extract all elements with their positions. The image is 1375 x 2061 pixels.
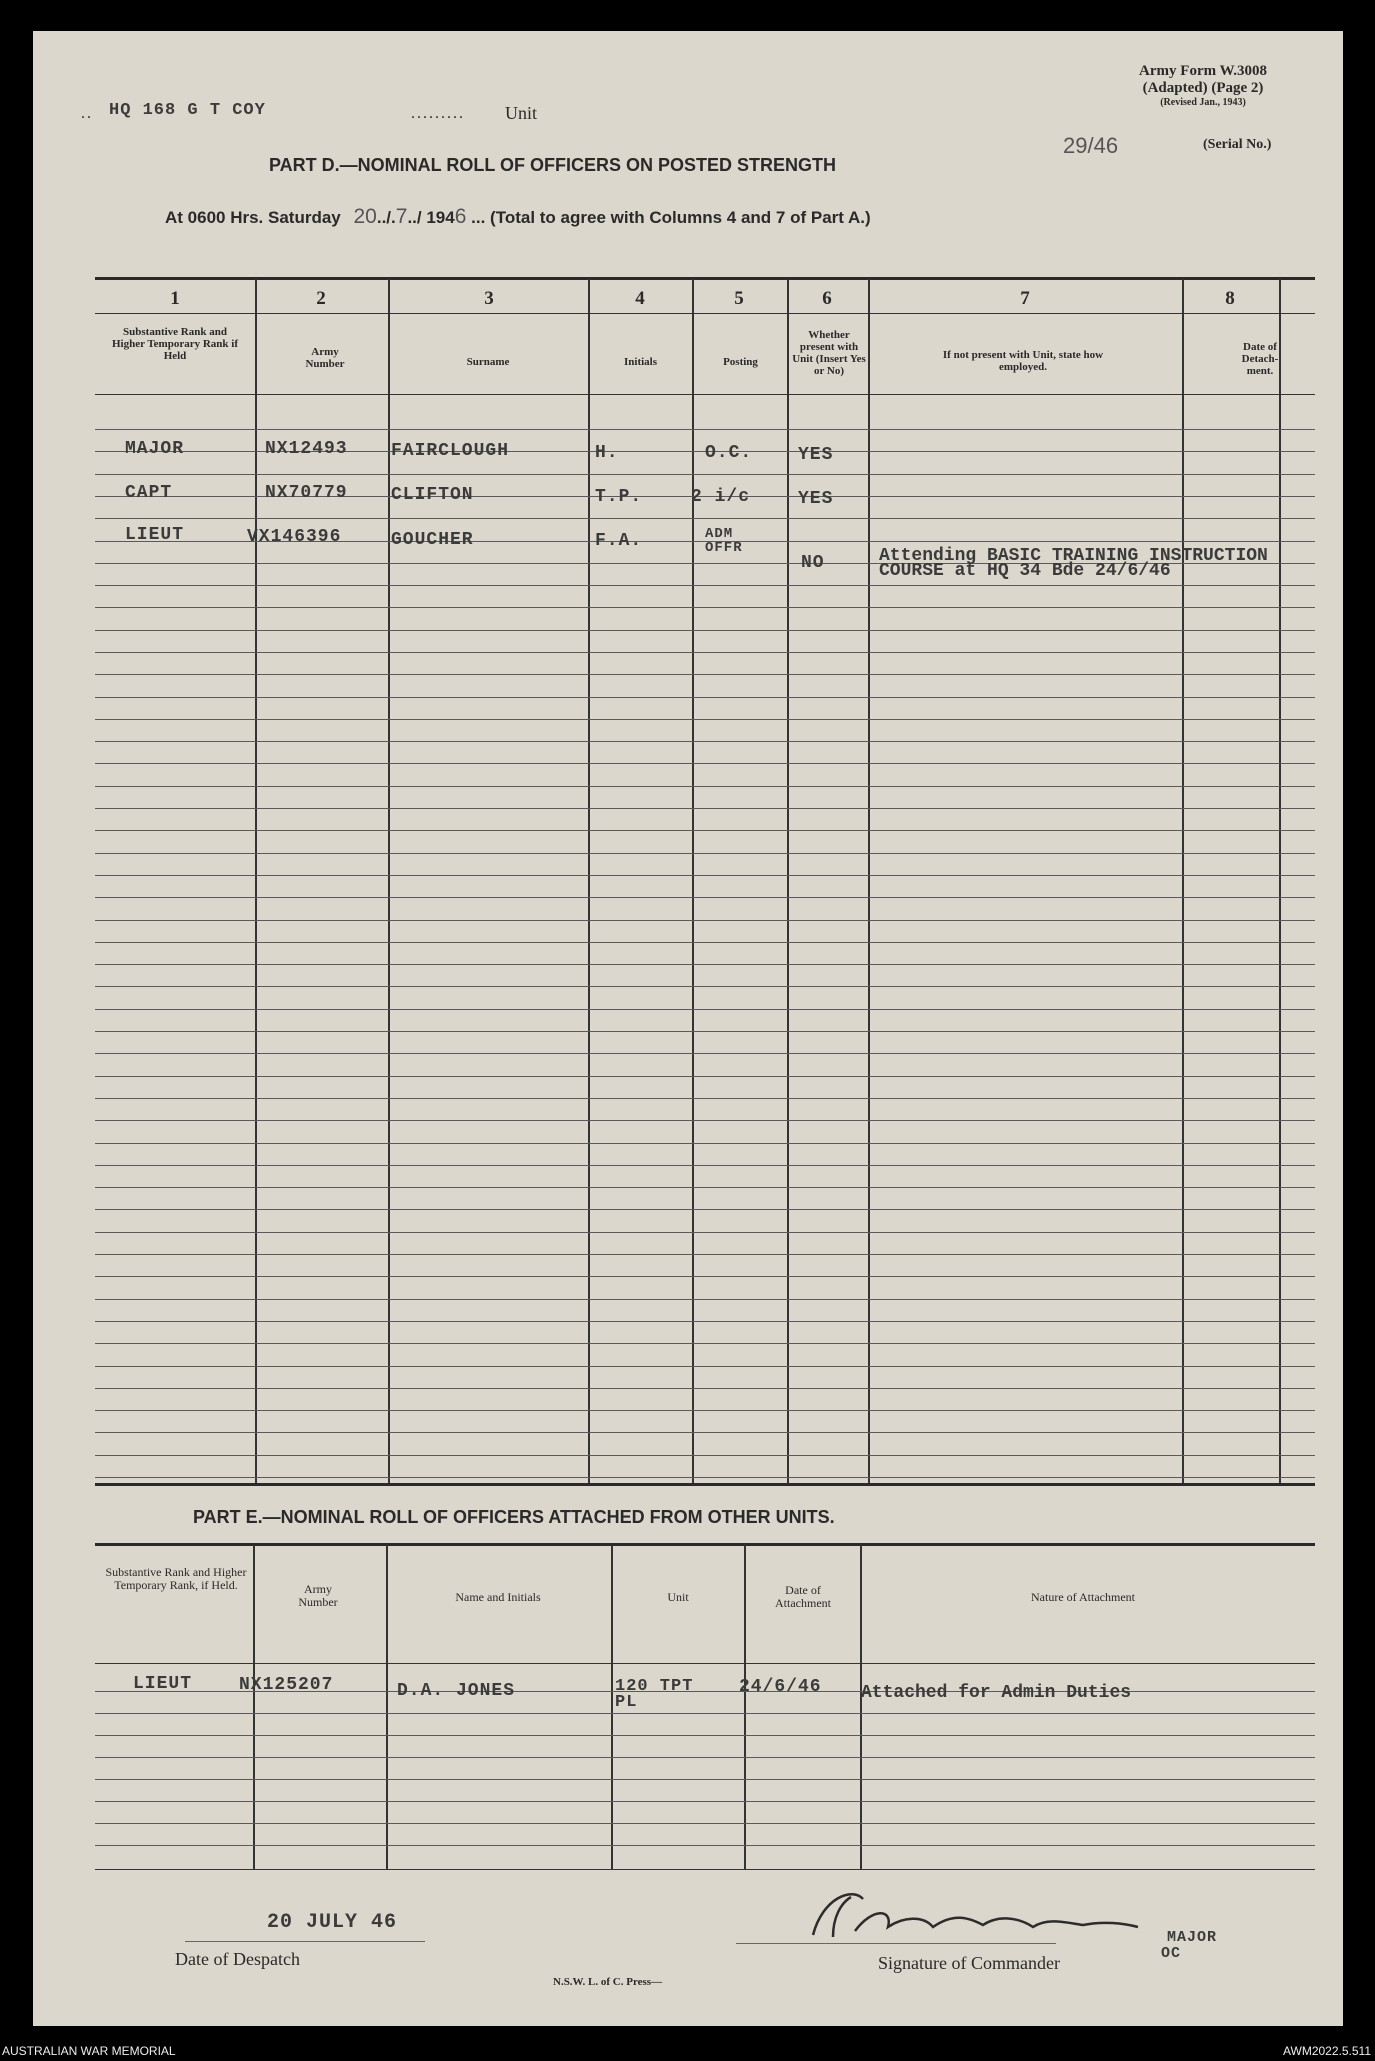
e-row1-army-number: NX125207 <box>239 1675 334 1695</box>
e-row1-nature: Attached for Admin Duties <box>861 1683 1132 1703</box>
form-id-line1: Army Form W.3008 <box>1139 63 1267 79</box>
header-posting: Posting <box>723 356 758 368</box>
e-row1-name: D.A. JONES <box>397 1681 516 1701</box>
col-num-8: 8 <box>1225 288 1235 309</box>
row3-army-number: VX146396 <box>247 527 342 547</box>
time-suffix: ... (Total to agree with Columns 4 and 7 of Part A.) <box>471 208 871 227</box>
unit-value: HQ 168 G T COY <box>109 101 266 120</box>
time-prefix: At 0600 Hrs. Saturday <box>165 208 341 227</box>
ruled-line <box>95 1735 1315 1736</box>
row1-rank: MAJOR <box>125 439 185 459</box>
ruled-line <box>95 1801 1315 1802</box>
part-e-title: PART E.—NOMINAL ROLL OF OFFICERS ATTACHED FROM OTHER UNITS. <box>193 1507 835 1527</box>
header-rank: Substantive Rank and Higher Temporary Rank if Held <box>111 326 238 362</box>
row1-present: YES <box>798 445 834 465</box>
unit-label: Unit <box>505 103 538 123</box>
e-header-army-number: Army Number <box>298 1582 338 1609</box>
row3-initials: F.A. <box>595 531 643 551</box>
header-army-number: Army Number <box>305 346 345 370</box>
row1-initials: H. <box>595 443 619 463</box>
row3-surname: GOUCHER <box>391 530 474 550</box>
e-header-rank: Substantive Rank and Higher Temporary Rank, if Held. <box>105 1565 247 1592</box>
ruled-line <box>95 1713 1315 1714</box>
despatch-label: Date of Despatch <box>175 1949 300 1969</box>
year-digit: 6 <box>454 205 467 228</box>
serial-value: 29/46 <box>1063 133 1119 158</box>
despatch-value: 20 JULY 46 <box>267 1911 398 1934</box>
col-num-2: 2 <box>316 288 326 309</box>
row2-surname: CLIFTON <box>391 485 474 505</box>
e-header-nature: Nature of Attachment <box>1031 1590 1135 1604</box>
header-detachment: Date of Detach-ment. <box>1241 341 1279 377</box>
date-line: At 0600 Hrs. Saturday 20../.7../ 1946 ... (Total to agree with Columns 4 and 7 of Part A.) <box>165 205 871 228</box>
e-header-date: Date of Attachment <box>775 1583 831 1610</box>
e-header-unit: Unit <box>667 1590 689 1604</box>
form-id-line3: (Revised Jan., 1943) <box>1160 97 1246 108</box>
header-employed: If not present with Unit, state how employed. <box>942 349 1104 373</box>
year-prefix: 194 <box>426 208 455 227</box>
header-surname: Surname <box>466 356 510 368</box>
form-page <box>33 31 1343 2026</box>
row3-rank: LIEUT <box>125 525 185 545</box>
e-row1-date: 24/6/46 <box>739 1677 822 1697</box>
row1-army-number: NX12493 <box>265 439 348 459</box>
ruled-line <box>95 1757 1315 1758</box>
part-e-table <box>33 31 1343 2026</box>
header-initials: Initials <box>623 356 657 368</box>
col-num-7: 7 <box>1020 288 1030 309</box>
col-num-4: 4 <box>635 288 645 309</box>
row1-surname: FAIRCLOUGH <box>391 441 510 461</box>
row3-employed: Attending BASIC TRAINING INSTRUCTION COURSE at HQ 34 Bde 24/6/46 <box>879 546 1268 581</box>
col-num-1: 1 <box>170 288 180 309</box>
form-id-line2: (Adapted) (Page 2) <box>1142 80 1264 96</box>
row2-present: YES <box>798 489 834 509</box>
row3-posting: ADM OFFR <box>705 526 743 556</box>
col-num-3: 3 <box>484 288 494 309</box>
col-num-5: 5 <box>734 288 744 309</box>
signature-rank: MAJOR <box>1167 1929 1218 1946</box>
e-header-name: Name and Initials <box>455 1590 541 1604</box>
serial-label: (Serial No.) <box>1203 137 1272 152</box>
header-present: Whether present with Unit (Insert Yes or No) <box>792 329 866 377</box>
footer-left: AUSTRALIAN WAR MEMORIAL <box>2 2044 176 2058</box>
e-row1-rank: LIEUT <box>133 1674 193 1694</box>
row2-rank: CAPT <box>125 483 173 503</box>
date-day: 20 <box>353 205 377 228</box>
printer-credit: N.S.W. L. of C. Press— <box>553 1976 663 1988</box>
unit-dots-2: ......... <box>411 105 465 122</box>
row3-present: NO <box>801 553 825 573</box>
ruled-line <box>95 1823 1315 1824</box>
col-num-6: 6 <box>822 288 832 309</box>
part-d-title: PART D.—NOMINAL ROLL OF OFFICERS ON POSTED STRENGTH <box>269 155 837 175</box>
commander-signature <box>793 1887 1173 1957</box>
row2-posting: 2 i/c <box>691 487 751 507</box>
ruled-line <box>95 1779 1315 1780</box>
signature-label: Signature of Commander <box>878 1953 1060 1973</box>
date-month: 7 <box>395 205 408 228</box>
ruled-line <box>95 1845 1315 1846</box>
signature-appointment: OC <box>1161 1945 1182 1962</box>
footer-right: AWM2022.5.511 <box>1282 2044 1371 2058</box>
row2-army-number: NX70779 <box>265 483 348 503</box>
row2-initials: T.P. <box>595 487 643 507</box>
e-row1-unit: 120 TPT PL <box>615 1677 694 1712</box>
row1-posting: O.C. <box>705 443 753 463</box>
unit-dots: .. <box>81 105 93 122</box>
